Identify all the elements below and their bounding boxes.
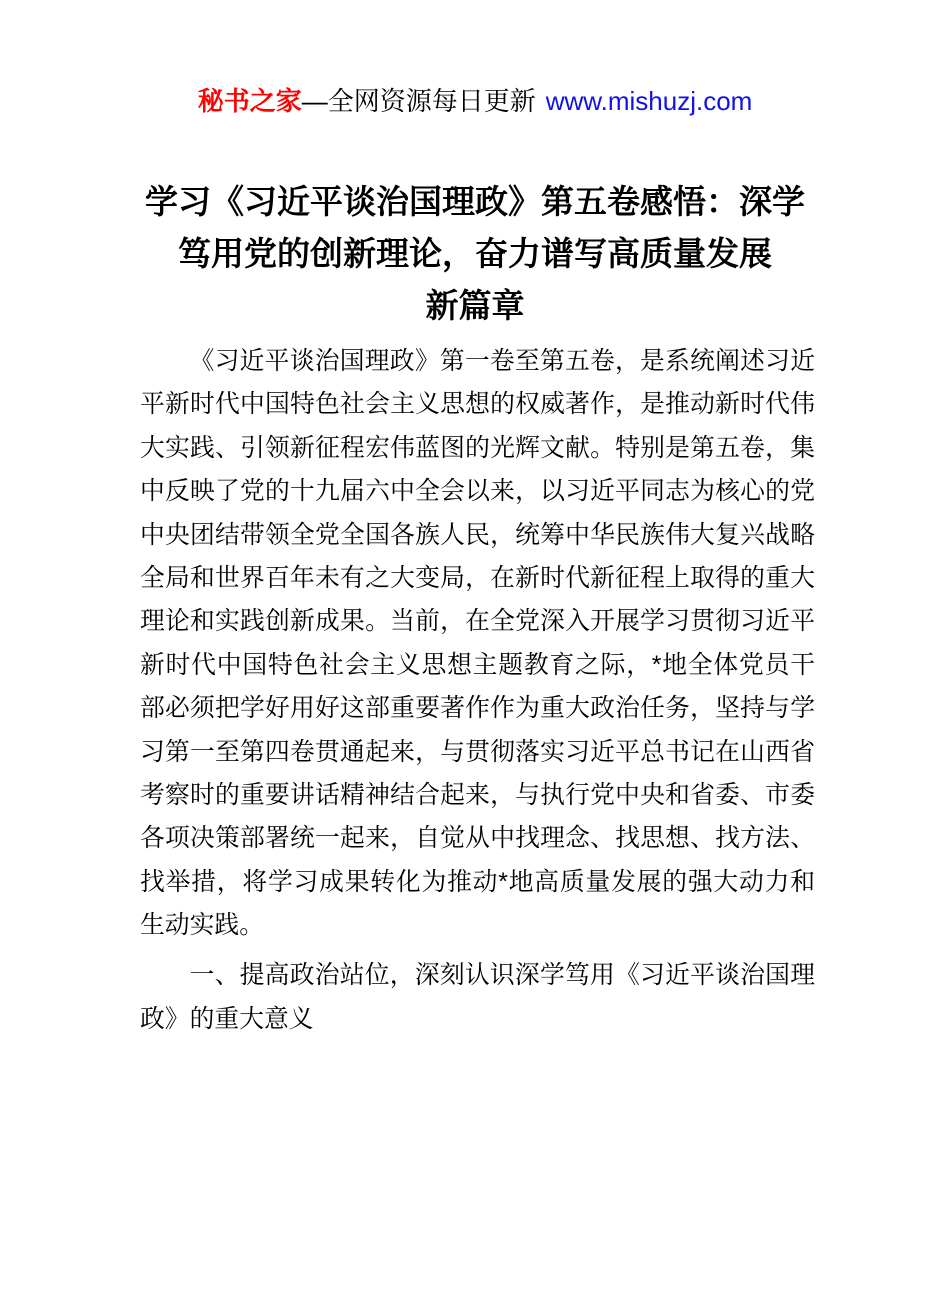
paragraph-1-line: 中央团结带领全党全国各族人民，统筹中华民族伟大复兴战略 <box>140 521 815 549</box>
paragraph-1-line: 各项决策部署统一起来，自觉从中找理念、找思想、找方法、 <box>140 825 815 853</box>
paragraph-1-line: 找举措，将学习成果转化为推动*地高质量发展的强大动力和 <box>140 868 815 896</box>
header-dash: — <box>301 86 328 116</box>
section-heading-1-line: 一、提高政治站位，深刻认识深学笃用《习近平谈治国理 <box>189 962 815 990</box>
site-name: 秘书之家 <box>197 86 302 116</box>
site-url: www.mishuzj.com <box>545 86 753 116</box>
paragraph-1-line: 部必须把学好用好这部重要著作作为重大政治任务，坚持与学 <box>140 695 815 723</box>
paragraph-1 <box>140 340 815 947</box>
paragraph-1-line: 习第一至第四卷贯通起来，与贯彻落实习近平总书记在山西省 <box>140 738 815 766</box>
document-page <box>0 86 950 1316</box>
paragraph-1-line: 新时代中国特色社会主义思想主题教育之际，*地全体党员干 <box>140 651 815 679</box>
document-body <box>140 340 815 1041</box>
section-heading-1-line: 政》的重大意义 <box>140 1005 314 1033</box>
document-title-line: 笃用党的创新理论，奋力谱写高质量发展 <box>178 235 772 272</box>
paragraph-1-line: 平新时代中国特色社会主义思想的权威著作，是推动新时代伟 <box>140 391 815 419</box>
paragraph-1-line: 大实践、引领新征程宏伟蓝图的光辉文献。特别是第五卷，集 <box>140 434 815 462</box>
document-title <box>95 176 855 332</box>
document-title-line: 新篇章 <box>425 287 525 324</box>
paragraph-1-line: 理论和实践创新成果。当前，在全党深入开展学习贯彻习近平 <box>140 608 815 636</box>
site-header <box>0 86 950 116</box>
header-tagline: 全网资源每日更新 <box>327 86 536 116</box>
paragraph-1-line: 中反映了党的十九届六中全会以来，以习近平同志为核心的党 <box>140 478 815 506</box>
paragraph-1-line: 生动实践。 <box>140 912 264 940</box>
paragraph-1-line: 考察时的重要讲话精神结合起来，与执行党中央和省委、市委 <box>140 781 815 809</box>
paragraph-1-line: 《习近平谈治国理政》第一卷至第五卷，是系统阐述习近 <box>189 348 815 375</box>
paragraph-1-line: 全局和世界百年未有之大变局，在新时代新征程上取得的重大 <box>140 564 815 592</box>
document-title-line: 学习《习近平谈治国理政》第五卷感悟：深学 <box>145 183 805 220</box>
page <box>0 86 950 1316</box>
section-heading-1 <box>140 954 815 1041</box>
